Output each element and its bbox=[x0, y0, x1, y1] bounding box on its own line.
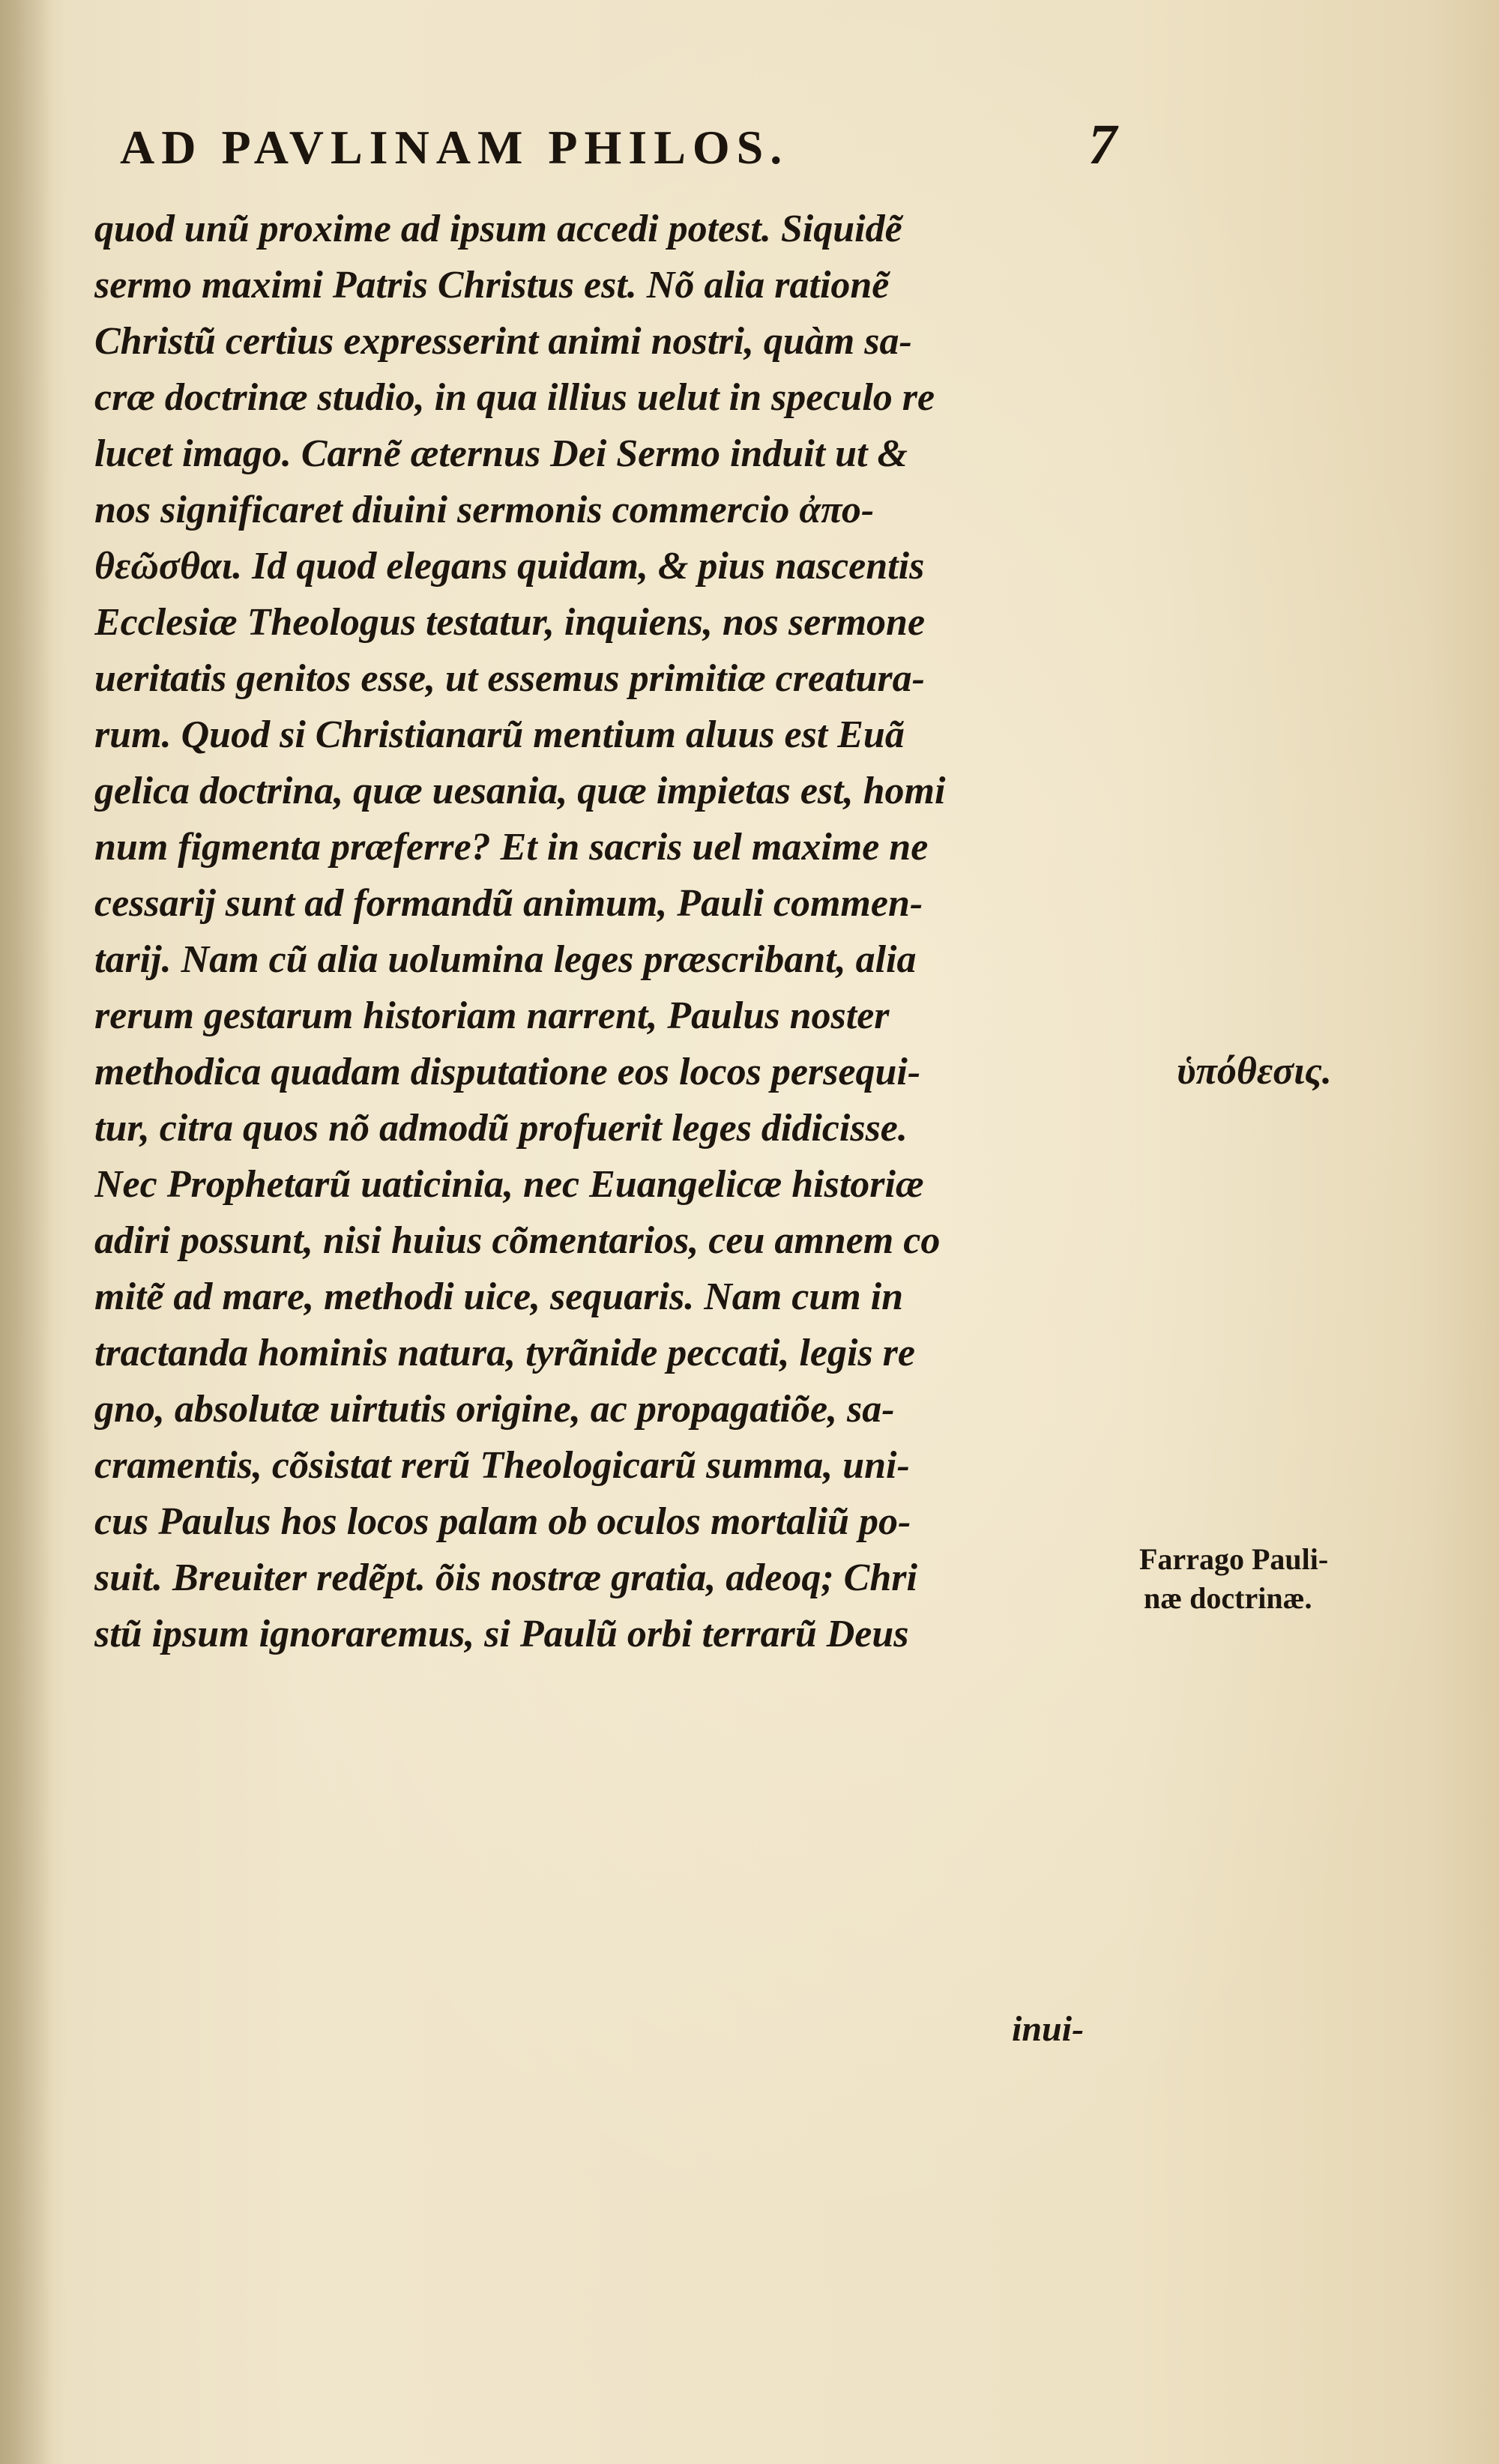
text-line: lucet imago. Carnẽ æternus Dei Sermo induit ut & bbox=[94, 432, 908, 475]
text-line: θεῶσθαι. Id quod elegans quidam, & pius nascentis bbox=[94, 545, 925, 588]
running-head-title: AD PAVLINAM PHILOS. bbox=[120, 121, 789, 174]
text-line: cræ doctrinæ studio, in qua illius uelut in speculo re bbox=[94, 376, 935, 419]
text-line: cessarij sunt ad formandũ animum, Pauli commen- bbox=[94, 882, 923, 925]
text-line: rum. Quod si Christianarũ mentium aluus est Euã bbox=[94, 713, 905, 756]
marginal-note-greek: ὑπόθεσις. bbox=[1177, 1050, 1332, 1093]
text-line: tur, citra quos nõ admodũ profuerit leges didicisse. bbox=[94, 1107, 908, 1150]
page-gutter-shadow bbox=[0, 0, 52, 2464]
text-line: cramentis, cõsistat rerũ Theologicarũ summa, uni- bbox=[94, 1444, 910, 1487]
text-line: ueritatis genitos esse, ut essemus primitiæ creatura- bbox=[94, 657, 925, 700]
text-line: num figmenta præferre? Et in sacris uel maxime ne bbox=[94, 826, 929, 869]
text-line: gno, absolutæ uirtutis origine, ac propagatiõe, sa- bbox=[94, 1388, 895, 1431]
catchword: inui- bbox=[1012, 2009, 1085, 2049]
text-line: stũ ipsum ignoraremus, si Paulũ orbi terrarũ Deus bbox=[94, 1613, 909, 1655]
text-line: Ecclesiæ Theologus testatur, inquiens, nos sermone bbox=[94, 601, 926, 644]
text-line: sermo maximi Patris Christus est. Nõ alia rationẽ bbox=[94, 264, 890, 307]
text-line: adiri possunt, nisi huius cõmentarios, ceu amnem co bbox=[94, 1219, 941, 1262]
marginal-note-line: næ doctrinæ. bbox=[1144, 1581, 1312, 1615]
text-line: gelica doctrina, quæ uesania, quæ impietas est, homi bbox=[94, 770, 946, 812]
text-line: tarij. Nam cũ alia uolumina leges præscribant, alia bbox=[94, 938, 917, 981]
running-head bbox=[120, 112, 1117, 178]
page-number: 7 bbox=[1088, 113, 1117, 176]
marginal-note-farrago bbox=[1139, 1540, 1328, 1618]
text-line: quod unũ proxime ad ipsum accedi potest. Siquidẽ bbox=[94, 208, 902, 250]
text-line: cus Paulus hos locos palam ob oculos mortaliũ po- bbox=[94, 1500, 911, 1543]
text-line: suit. Breuiter redẽpt. õis nostræ gratia, adeoq; Chri bbox=[94, 1556, 917, 1599]
text-line: mitẽ ad mare, methodi uice, sequaris. Nam cum in bbox=[94, 1275, 904, 1318]
text-line: nos significaret diuini sermonis commercio ἀπο- bbox=[94, 489, 875, 531]
text-line: Nec Prophetarũ uaticinia, nec Euangelicæ historiæ bbox=[94, 1163, 924, 1206]
text-line: tractanda hominis natura, tyrãnide peccati, legis re bbox=[94, 1332, 915, 1374]
text-line: Christũ certius expresserint animi nostri, quàm sa- bbox=[94, 320, 912, 363]
text-line: rerum gestarum historiam narrent, Paulus noster bbox=[94, 994, 890, 1037]
body-text bbox=[94, 201, 1136, 1662]
text-line: methodica quadam disputatione eos locos persequi- bbox=[94, 1051, 921, 1093]
marginal-note-line: Farrago Pauli- bbox=[1139, 1542, 1329, 1576]
